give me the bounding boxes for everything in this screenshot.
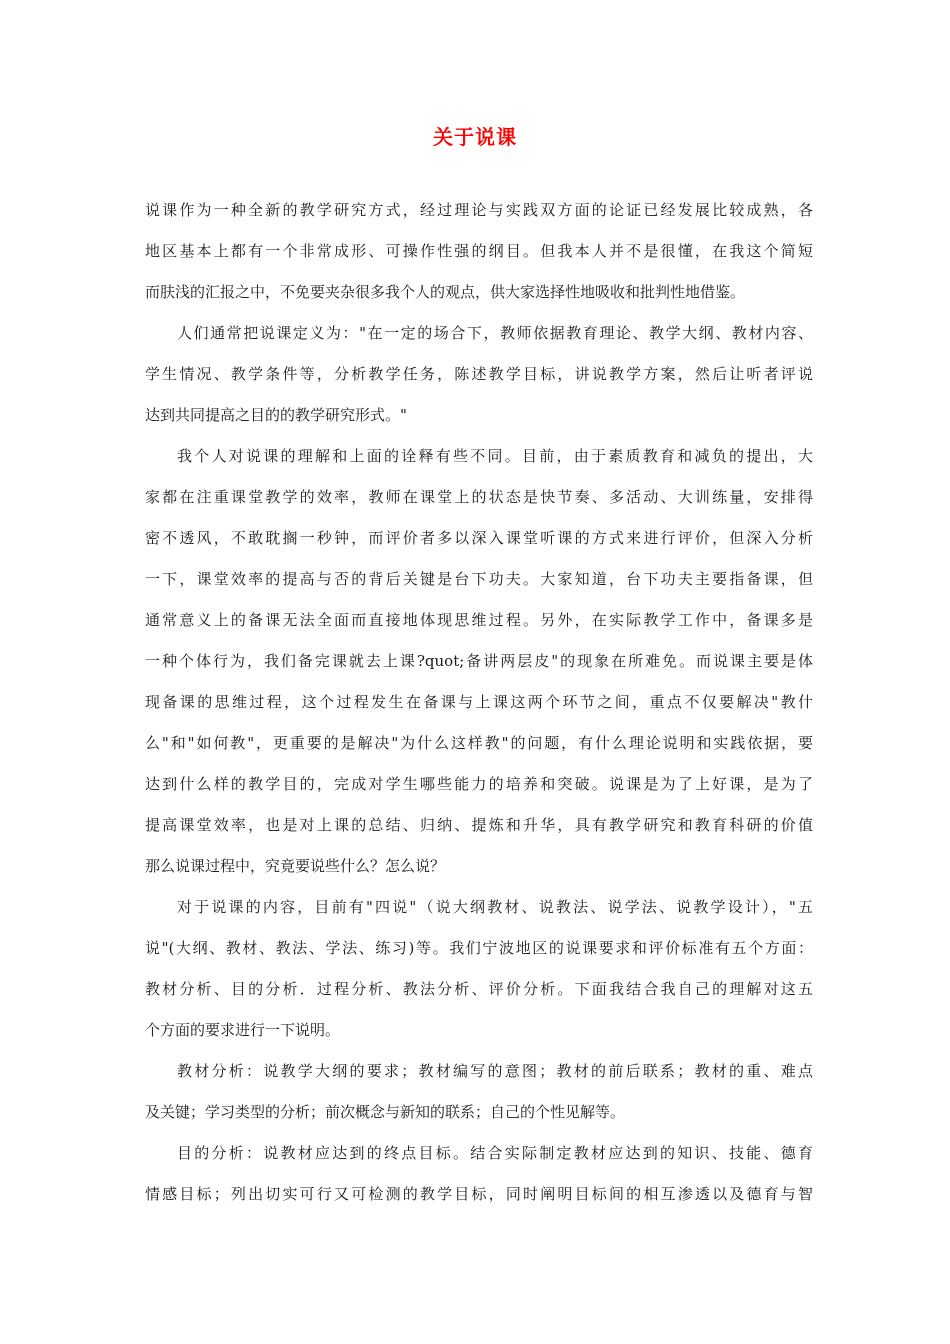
text-line: 达到共同提高之目的的教学研究形式。" (145, 406, 407, 424)
text-line: 现备课的思维过程，这个过程发生在备课与上课这两个环节之间，重点不仅要解决"教什 (145, 693, 813, 711)
text-line: 家都在注重课堂教学的效率，教师在课堂上的状态是快节奏、多活动、大训练量，安排得 (145, 488, 813, 506)
text-line: 我个人对说课的理解和上面的诠释有些不同。目前，由于素质教育和减负的提出，大 (177, 447, 813, 465)
text-line: 地区基本上都有一个非常成形、可操作性强的纲目。但我本人并不是很懂，在我这个简短 (145, 242, 813, 260)
text-line: 提高课堂效率，也是对上课的总结、归纳、提炼和升华，具有教学研究和教育科研的价值 (145, 816, 813, 834)
text-line: 说课作为一种全新的教学研究方式，经过理论与实践双方面的论证已经发展比较成熟，各 (145, 201, 813, 219)
text-line: 那么说课过程中，究竟要说些什么？怎么说？ (145, 857, 446, 875)
text-line: 及关键；学习类型的分析；前次概念与新知的联系；自己的个性见解等。 (145, 1103, 626, 1121)
text-line: 对于说课的内容，目前有"四说"（说大纲教材、说教法、说学法、说教学设计），"五 (177, 898, 813, 916)
text-line: 个方面的要求进行一下说明。 (145, 1021, 341, 1039)
document-body (145, 190, 813, 1215)
text-line: 密不透风，不敢耽搁一秒钟，而评价者多以深入课堂听课的方式来进行评价，但深入分析 (145, 529, 813, 547)
text-line: 么"和"如何教"，更重要的是解决"为什么这样教"的问题，有什么理论说明和实践依据，要 (145, 734, 813, 752)
text-line: 教材分析、目的分析．过程分析、教法分析、评价分析。下面我结合我自己的理解对这五 (145, 980, 813, 998)
text-line: 一种个体行为，我们备完课就去上课?quot;备讲两层皮"的现象在所难免。而说课主要是体 (145, 652, 813, 670)
document-title: 关于说课 (433, 125, 517, 149)
text-line: 达到什么样的教学目的，完成对学生哪些能力的培养和突破。说课是为了上好课，是为了 (145, 775, 813, 793)
text-line: 通常意义上的备课无法全面而直接地体现思维过程。另外，在实际教学工作中，备课多是 (145, 611, 813, 629)
text-line: 说"(大纲、教材、教法、学法、练习)等。我们宁波地区的说课要求和评价标准有五个方面： (145, 939, 813, 957)
text-line: 目的分析：说教材应达到的终点目标。结合实际制定教材应达到的知识、技能、德育 (177, 1144, 813, 1162)
text-line: 学生情况、教学条件等，分析教学任务，陈述教学目标，讲说教学方案，然后让听者评说 (145, 365, 813, 383)
text-line: 情感目标；列出切实可行又可检测的教学目标，同时阐明目标间的相互渗透以及德育与智 (145, 1185, 813, 1203)
text-line: 教材分析：说教学大纲的要求；教材编写的意图；教材的前后联系；教材的重、难点 (177, 1062, 813, 1080)
text-line: 一下，课堂效率的提高与否的背后关键是台下功夫。大家知道，台下功夫主要指备课，但 (145, 570, 813, 588)
text-line: 人们通常把说课定义为："在一定的场合下，教师依据教育理论、教学大纲、教材内容、 (177, 324, 813, 342)
text-line: 而肤浅的汇报之中，不免要夹杂很多我个人的观点，供大家选择性地吸收和批判性地借鉴。 (145, 283, 746, 301)
